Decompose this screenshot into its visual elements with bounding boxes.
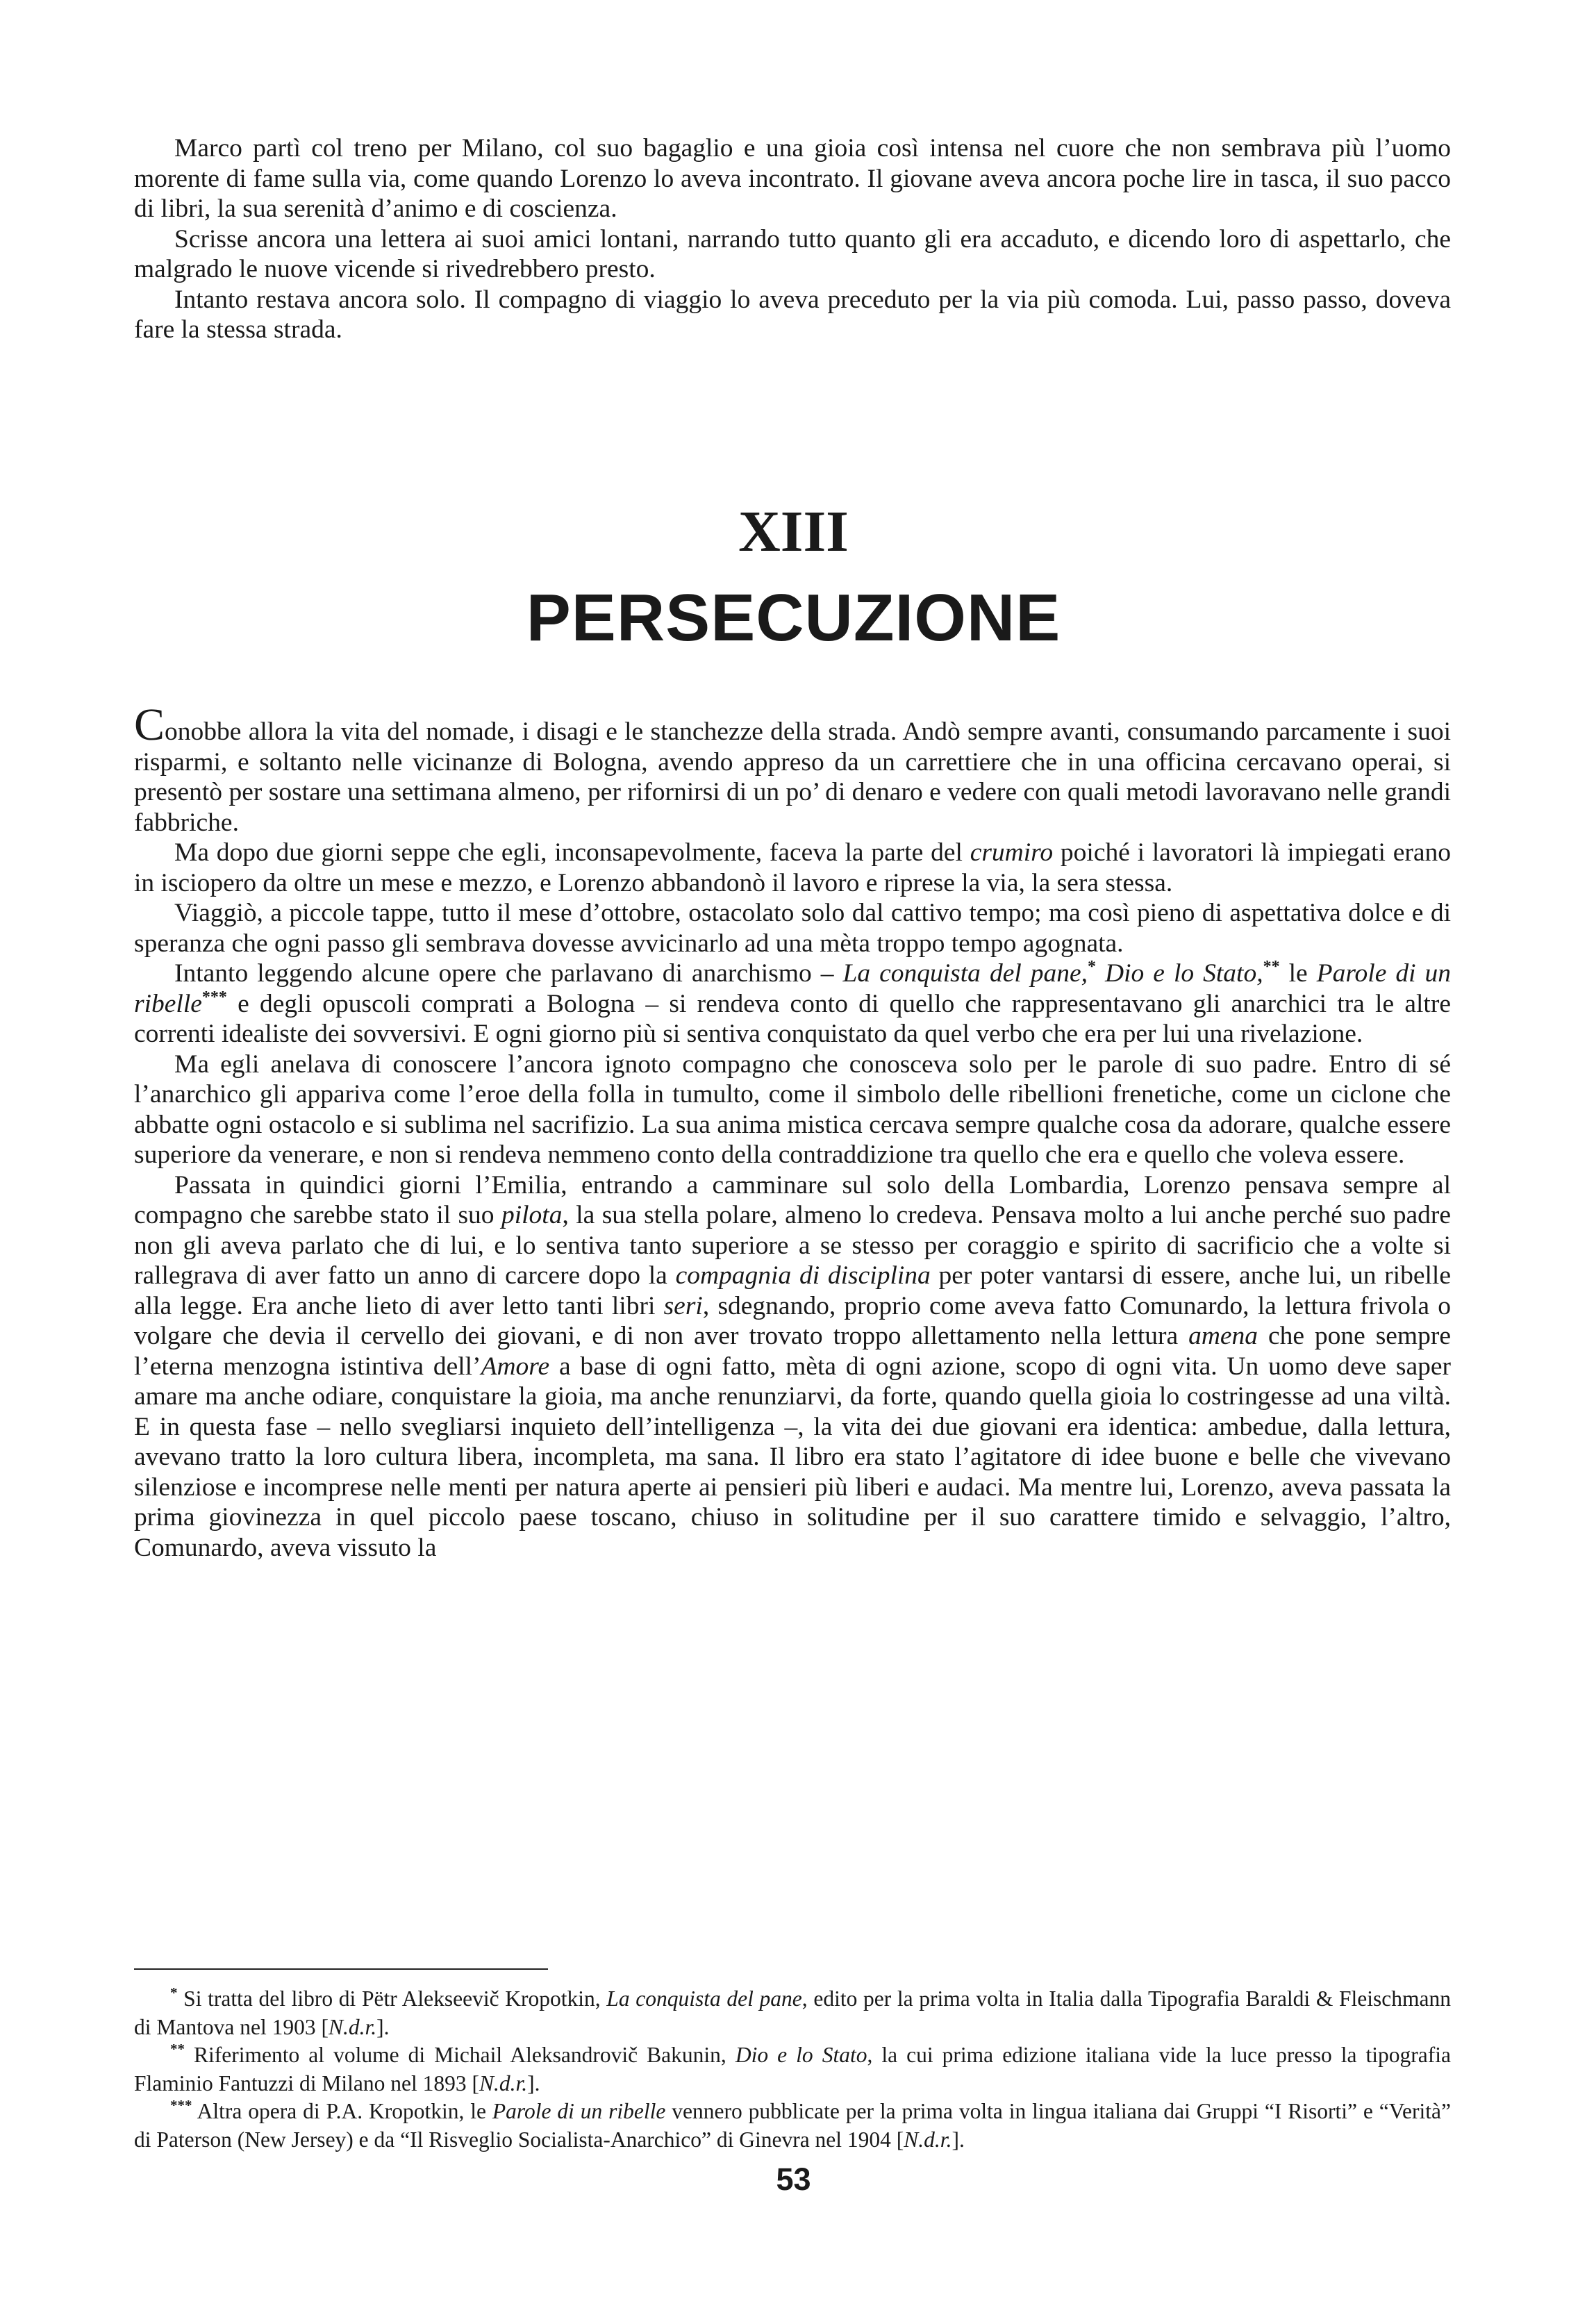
footnote bbox=[134, 1985, 1451, 2041]
text-run: ]. bbox=[376, 2014, 390, 2039]
paragraph: Ma egli anelava di conoscere l’ancora ignoto compagno che conosceva solo per le parole di suo padre. Entro di sé l’anarchico gli appariva come l’eroe della folla in tumulto, come il simbolo delle ribellioni frenetiche, come un ciclone che abbatte ogni ostacolo e si sublima nel sacrifizio. La sua anima mistica cercava sempre qualche cosa da adorare, qualche essere superiore da venerare, e non si rendeva nemmeno conto della contraddizione tra quello che era e quello che voleva essere. bbox=[134, 1049, 1451, 1169]
text-run: , edito per la prima volta in Italia dalla Tipografia Baraldi & Fleischmann di Mantova nel 1903 [ bbox=[134, 1986, 1451, 2039]
chapter-text-block bbox=[134, 699, 1452, 1563]
paragraph: Marco partì col treno per Milano, col suo bagaglio e una gioia così intensa nel cuore che non sembrava più l’uomo morente di fame sulla via, come quando Lorenzo lo aveva incontrato. Il giovane aveva ancora poche lire in tasca, il suo pacco di libri, la sua serenità d’animo e di coscienza. bbox=[134, 134, 1451, 223]
italic-term: compagnia di disciplina bbox=[675, 1261, 931, 1290]
editor-note-abbr: N.d.r. bbox=[904, 2127, 952, 2152]
text-run: a base di ogni fatto, mèta di ogni azione, scopo di ogni vita. Un uomo deve saper amare ma anche odiare, conquistare la gioia, ma anche renunziarvi, da forte, quando quella gioia lo costringesse ad una viltà. E in questa fase – nello svegliarsi inquieto dell’intelligenza –, la vita dei due giovani era identica: ambedue, dalla lettura, avevano tratto la loro cultura libera, incompleta, ma sana. Il libro era stato l’agitatore di idee buone e belle che vivevano silenziose e incomprese nelle menti per natura aperte ai pensieri più liberi e audaci. Ma mentre lui, Lorenzo, aveva passata la prima giovinezza in quel piccolo paese toscano, chiuso in solitudine per il suo carattere timido e selvaggio, l’altro, Comunardo, aveva vissuto la bbox=[134, 1352, 1451, 1562]
text-run: , la cui prima edizione italiana vide la luce presso la tipografia Flaminio Fantuzzi di Milano nel 1893 [ bbox=[134, 2043, 1451, 2095]
paragraph-text: onobbe allora la vita del nomade, i disagi e le stanchezze della strada. Andò sempre avanti, consumando parcamente i suoi risparmi, e soltanto nelle vicinanze di Bologna, avendo appreso da un carrettiere che in una officina cercavano operai, si presentò per sostare una settimana almeno, per rifornirsi di un po’ di denaro e vedere con quali metodi lavoravano nelle grandi fabbriche. bbox=[134, 717, 1451, 837]
editor-note-abbr: N.d.r. bbox=[328, 2014, 377, 2039]
text-run: per poter vantarsi di essere, anche lui, un ribelle alla legge. Era anche lieto di aver letto tanti libri bbox=[134, 1261, 1451, 1320]
paragraph bbox=[134, 699, 1451, 838]
footnote-marker: *** bbox=[170, 2097, 192, 2114]
text-run: Riferimento al volume di Michail Aleksandrovič Bakunin, bbox=[185, 2043, 736, 2067]
text-run: le bbox=[1279, 959, 1317, 988]
book-title: La conquista del pane bbox=[606, 1986, 802, 2011]
text-run: ]. bbox=[527, 2070, 540, 2095]
text-run bbox=[1096, 959, 1105, 988]
chapter-title: PERSECUZIONE bbox=[526, 581, 1061, 655]
italic-term: Amore bbox=[481, 1352, 550, 1381]
text-run: Ma dopo due giorni seppe che egli, inconsapevolmente, faceva la parte del bbox=[174, 838, 970, 867]
text-run: ]. bbox=[952, 2127, 965, 2152]
italic-term: seri bbox=[663, 1291, 703, 1320]
book-title: Parole di un ribelle bbox=[134, 959, 1452, 1018]
drop-cap: C bbox=[134, 699, 165, 750]
page-number: 53 bbox=[776, 2161, 811, 2197]
paragraph bbox=[134, 958, 1451, 1049]
text-run: Passata in quindici giorni l’Emilia, entrando a camminare sul solo della Lombardia, Lorenzo pensava sempre al compagno che sarebbe stato il suo bbox=[134, 1170, 1451, 1229]
text-run: che pone sempre l’eterna menzogna istintiva dell’ bbox=[134, 1322, 1451, 1381]
footnote bbox=[134, 2041, 1451, 2098]
italic-term: amena bbox=[1188, 1322, 1258, 1350]
book-title: Dio e lo Stato bbox=[735, 2043, 867, 2067]
text-run: Si tratta del libro di Pëtr Alekseevič Kropotkin, bbox=[177, 1986, 607, 2011]
footnote-marker: * bbox=[170, 1984, 178, 2001]
text-run: , la sua stella polare, almeno lo credeva. Pensava molto a lui anche perché suo padre non gli aveva parlato che di lui, e lo sentiva tanto superiore a se stesso per coraggio e spirito di sacrificio che a volte si rallegrava di aver fatto un anno di carcere dopo la bbox=[134, 1201, 1451, 1290]
footnote-marker: ** bbox=[170, 2041, 185, 2057]
footnotes bbox=[134, 1985, 1451, 2154]
editor-note-abbr: N.d.r. bbox=[479, 2070, 528, 2095]
paragraph: Viaggiò, a piccole tappe, tutto il mese d’ottobre, ostacolato solo dal cattivo tempo; ma così pieno di aspettativa dolce e di speranza che ogni passo gli sembrava dovesse avvicinarlo ad una mèta troppo tempo agognata. bbox=[134, 899, 1451, 958]
paragraph: Scrisse ancora una lettera ai suoi amici lontani, narrando tutto quanto gli era accaduto, e dicendo loro di aspettarlo, che malgrado le nuove vicende si rivedrebbero presto. bbox=[134, 224, 1451, 283]
text-run: Altra opera di P.A. Kropotkin, le bbox=[192, 2099, 492, 2123]
footnote-separator bbox=[134, 1968, 548, 1970]
book-title: La conquista del pane, bbox=[842, 959, 1088, 988]
book-title: Parole di un ribelle bbox=[492, 2099, 666, 2123]
footnote-marker: ** bbox=[1263, 958, 1280, 976]
paragraph bbox=[134, 1170, 1451, 1563]
book-title: Dio e lo Stato, bbox=[1105, 959, 1263, 988]
text-run: , sdegnando, proprio come aveva fatto Comunardo, la lettura frivola o volgare che devia il cervello dei giovani, e di non aver trovato troppo allettamento nella lettura bbox=[134, 1291, 1451, 1350]
opening-text-block bbox=[134, 133, 1451, 345]
text-run: vennero pubblicate per la prima volta in lingua italiana dai Gruppi “I Risorti” e “Verità” di Paterson (New Jersey) e da “Il Risveglio Socialista-Anarchico” di Ginevra nel 1904 [ bbox=[134, 2099, 1451, 2152]
text-run: Intanto leggendo alcune opere che parlavano di anarchismo – bbox=[174, 959, 843, 988]
paragraph bbox=[134, 838, 1451, 898]
text-run: e degli opuscoli comprati a Bologna – si rendeva conto di quello che rappresentavano gli anarchici tra le altre correnti idealiste dei sovversivi. E ogni giorno più si sentiva conquistato da quel verbo che era per lui una rivelazione. bbox=[134, 989, 1451, 1048]
footnote-marker: * bbox=[1088, 958, 1097, 976]
footnote-marker: *** bbox=[201, 988, 227, 1006]
italic-term: crumiro bbox=[970, 838, 1054, 867]
footnote bbox=[134, 2098, 1451, 2154]
italic-term: pilota bbox=[501, 1201, 563, 1229]
chapter-number: XIII bbox=[738, 499, 849, 564]
paragraph: Intanto restava ancora solo. Il compagno di viaggio lo aveva preceduto per la via più comoda. Lui, passo passo, doveva fare la stessa strada. bbox=[134, 285, 1451, 344]
text-run: poiché i lavoratori là impiegati erano in isciopero da oltre un mese e mezzo, e Lorenzo abbandonò il lavoro e riprese la via, la sera stessa. bbox=[134, 838, 1451, 897]
